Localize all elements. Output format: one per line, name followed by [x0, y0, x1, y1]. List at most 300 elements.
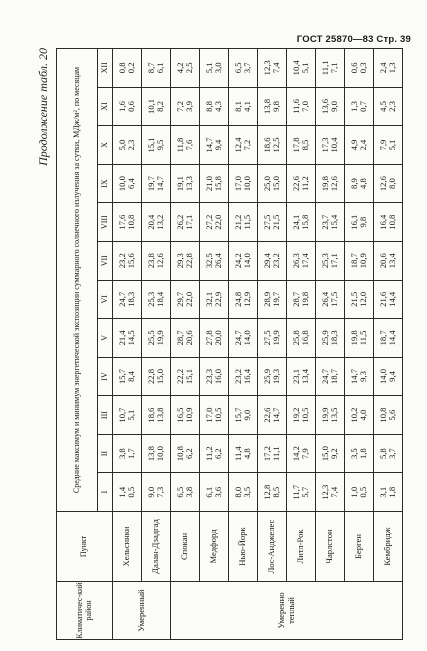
- max-value: 17,0: [232, 176, 243, 192]
- min-value: 3,6: [213, 486, 223, 498]
- max-value: 23,8: [145, 253, 156, 269]
- value-cell: [287, 126, 316, 165]
- value-cell: [316, 241, 345, 280]
- value-cell: [374, 434, 403, 473]
- min-value: 0,5: [126, 486, 136, 498]
- value-cell: [171, 126, 200, 165]
- min-value: 10,4: [329, 137, 339, 153]
- value-cell: [229, 126, 258, 165]
- min-value: 10,5: [300, 407, 310, 423]
- max-value: 1,6: [116, 101, 127, 112]
- max-value: 17,3: [319, 137, 330, 153]
- min-value: 16,8: [300, 330, 310, 346]
- max-value: 28,9: [261, 291, 272, 307]
- value-cell: [200, 241, 229, 280]
- value-cell: [374, 473, 403, 512]
- value-cell: [316, 280, 345, 319]
- value-cell: [142, 87, 171, 126]
- month-header: III: [98, 396, 113, 435]
- max-value: 21,0: [203, 176, 214, 192]
- value-cell: [171, 87, 200, 126]
- max-value: 8,9: [348, 178, 359, 189]
- max-value: 15,1: [145, 137, 156, 153]
- max-value: 16,5: [174, 407, 185, 423]
- min-value: 7,4: [329, 486, 339, 498]
- min-value: 8,2: [155, 101, 165, 112]
- value-cell: [287, 319, 316, 358]
- value-cell: [229, 319, 258, 358]
- min-value: 10,5: [213, 407, 223, 423]
- min-value: 9,2: [329, 448, 339, 460]
- max-value: 10,1: [145, 98, 156, 114]
- min-value: 7,9: [300, 448, 310, 460]
- max-value: 24,7: [232, 330, 243, 346]
- min-value: 7,6: [184, 139, 194, 151]
- value-cell: [200, 49, 229, 88]
- table-row: [200, 49, 229, 640]
- min-value: 7,3: [155, 486, 165, 498]
- value-cell: [345, 396, 374, 435]
- max-value: 11,7: [290, 484, 301, 500]
- min-value: 7,0: [300, 101, 310, 112]
- value-cell: [171, 434, 200, 473]
- month-header: VI: [98, 280, 113, 319]
- max-value: 19,1: [174, 176, 185, 192]
- value-cell: [287, 434, 316, 473]
- month-header: V: [98, 319, 113, 358]
- table-body: [113, 49, 403, 640]
- value-cell: [200, 203, 229, 242]
- max-value: 10,2: [348, 407, 359, 423]
- min-value: 12,0: [358, 291, 368, 307]
- max-value: 15,0: [319, 446, 330, 462]
- max-value: 25,3: [319, 253, 330, 269]
- value-cell: [200, 319, 229, 358]
- min-value: 2,4: [358, 139, 368, 151]
- value-cell: [374, 319, 403, 358]
- value-cell: [316, 319, 345, 358]
- min-value: 17,4: [300, 253, 310, 269]
- place-cell: Лос-Анджелес: [258, 512, 287, 582]
- min-value: 7,2: [242, 139, 252, 151]
- max-value: 23,3: [203, 368, 214, 384]
- value-cell: [287, 49, 316, 88]
- min-value: 0,5: [358, 486, 368, 498]
- value-cell: [287, 164, 316, 203]
- max-value: 6,1: [203, 486, 214, 498]
- value-cell: [229, 87, 258, 126]
- value-cell: [142, 49, 171, 88]
- value-cell: [316, 49, 345, 88]
- max-value: 11,2: [203, 446, 214, 461]
- min-value: 3,9: [184, 101, 194, 112]
- value-cell: [287, 396, 316, 435]
- min-value: 10,8: [126, 214, 136, 230]
- value-cell: [200, 396, 229, 435]
- max-value: 25,3: [145, 291, 156, 307]
- value-cell: [142, 126, 171, 165]
- max-value: 27,5: [261, 330, 272, 346]
- min-value: 14,7: [155, 176, 165, 192]
- min-value: 17,1: [329, 253, 339, 269]
- value-cell: [345, 126, 374, 165]
- min-value: 18,7: [329, 368, 339, 384]
- column-header-zone: Климатичес-кий район: [57, 582, 113, 640]
- min-value: 9,4: [387, 371, 397, 382]
- table-row: [171, 49, 200, 640]
- value-cell: [258, 164, 287, 203]
- min-value: 15,8: [300, 214, 310, 230]
- value-cell: [200, 87, 229, 126]
- place-cell: Далан-Дзадгад: [142, 512, 171, 582]
- max-value: 1,4: [116, 486, 127, 498]
- month-header: VII: [98, 241, 113, 280]
- max-value: 11,6: [290, 99, 301, 114]
- value-cell: [142, 319, 171, 358]
- max-value: 10,7: [116, 407, 127, 423]
- value-cell: [258, 357, 287, 396]
- min-value: 13,2: [155, 214, 165, 230]
- table-continuation-caption: Продолжение табл. 20: [36, 48, 50, 166]
- value-cell: [345, 203, 374, 242]
- min-value: 9,8: [358, 216, 368, 228]
- value-cell: [113, 87, 142, 126]
- value-cell: [200, 164, 229, 203]
- value-cell: [345, 164, 374, 203]
- value-cell: [171, 319, 200, 358]
- table-row: [345, 49, 374, 640]
- max-value: 22,2: [174, 368, 185, 384]
- min-value: 22,9: [213, 291, 223, 307]
- max-value: 23,2: [232, 368, 243, 384]
- max-value: 4,2: [174, 62, 185, 74]
- max-value: 12,3: [261, 60, 272, 76]
- table-row: [316, 49, 345, 640]
- min-value: 15,8: [213, 176, 223, 192]
- min-value: 9,5: [155, 139, 165, 151]
- min-value: 9,3: [358, 371, 368, 382]
- min-value: 15,6: [126, 253, 136, 269]
- max-value: 22,8: [145, 368, 156, 384]
- value-cell: [229, 473, 258, 512]
- value-cell: [229, 357, 258, 396]
- min-value: 15,0: [155, 368, 165, 384]
- column-header-place: Пункт: [57, 512, 113, 582]
- max-value: 25,8: [290, 330, 301, 346]
- value-cell: [374, 164, 403, 203]
- value-cell: [374, 241, 403, 280]
- min-value: 6,2: [213, 448, 223, 460]
- value-cell: [113, 319, 142, 358]
- min-value: 11,5: [358, 330, 368, 346]
- min-value: 5,1: [126, 409, 136, 421]
- max-value: 10,0: [116, 176, 127, 192]
- value-cell: [113, 49, 142, 88]
- max-value: 14,2: [290, 446, 301, 462]
- max-value: 17,8: [290, 137, 301, 153]
- max-value: 27,2: [203, 214, 214, 230]
- value-cell: [345, 280, 374, 319]
- value-cell: [258, 434, 287, 473]
- month-header: II: [98, 434, 113, 473]
- max-value: 17,6: [116, 214, 127, 230]
- value-cell: [345, 49, 374, 88]
- max-value: 0,6: [348, 62, 359, 74]
- max-value: 26,4: [319, 291, 330, 307]
- max-value: 22,6: [261, 407, 272, 423]
- max-value: 18,7: [348, 253, 359, 269]
- max-value: 3,8: [116, 448, 127, 460]
- min-value: 5,1: [387, 139, 397, 151]
- month-header: IX: [98, 164, 113, 203]
- min-value: 18,3: [126, 291, 136, 307]
- min-value: 12,6: [155, 253, 165, 269]
- max-value: 24,7: [116, 291, 127, 307]
- max-value: 13,8: [145, 446, 156, 462]
- value-cell: [113, 126, 142, 165]
- min-value: 7,4: [271, 62, 281, 74]
- max-value: 21,6: [377, 291, 388, 307]
- min-value: 8,5: [271, 486, 281, 498]
- min-value: 8,4: [126, 371, 136, 382]
- value-cell: [171, 357, 200, 396]
- value-cell: [287, 203, 316, 242]
- value-cell: [345, 87, 374, 126]
- max-value: 3,5: [348, 448, 359, 460]
- value-cell: [229, 280, 258, 319]
- min-value: 5,6: [387, 409, 397, 421]
- min-value: 12,5: [271, 137, 281, 153]
- value-cell: [316, 357, 345, 396]
- min-value: 14,4: [387, 330, 397, 346]
- value-cell: [229, 434, 258, 473]
- min-value: 12,9: [242, 291, 252, 307]
- min-value: 15,4: [329, 214, 339, 230]
- min-value: 2,3: [387, 101, 397, 112]
- min-value: 9,0: [242, 409, 252, 421]
- max-value: 4,5: [377, 101, 388, 112]
- max-value: 4,9: [348, 139, 359, 151]
- max-value: 0,8: [116, 62, 127, 74]
- max-value: 25,5: [145, 330, 156, 346]
- min-value: 1,8: [387, 486, 397, 498]
- place-cell: Хельсинки: [113, 512, 142, 582]
- max-value: 25,9: [261, 368, 272, 384]
- value-cell: [113, 280, 142, 319]
- min-value: 14,5: [126, 330, 136, 346]
- min-value: 19,7: [271, 291, 281, 307]
- value-cell: [316, 126, 345, 165]
- min-value: 8,5: [300, 139, 310, 151]
- value-cell: [374, 280, 403, 319]
- value-cell: [200, 126, 229, 165]
- min-value: 17,5: [329, 291, 339, 307]
- value-cell: [113, 164, 142, 203]
- min-value: 0,2: [126, 62, 136, 74]
- max-value: 7,9: [377, 139, 388, 151]
- value-cell: [171, 473, 200, 512]
- place-cell: Медфорд: [200, 512, 229, 582]
- value-cell: [229, 241, 258, 280]
- max-value: 24,7: [319, 368, 330, 384]
- value-cell: [200, 280, 229, 319]
- place-cell: Нью-Йорк: [229, 512, 258, 582]
- max-value: 10,8: [174, 446, 185, 462]
- max-value: 27,5: [261, 214, 272, 230]
- min-value: 14,7: [271, 407, 281, 423]
- min-value: 3,7: [387, 448, 397, 460]
- max-value: 13,6: [319, 98, 330, 114]
- min-value: 4,3: [213, 101, 223, 112]
- value-cell: [113, 357, 142, 396]
- climate-zone-cell: Умеренный: [113, 582, 171, 640]
- max-value: 5,1: [203, 62, 214, 74]
- rotated-table-block: [36, 48, 396, 640]
- max-value: 25,9: [319, 330, 330, 346]
- max-value: 26,2: [174, 214, 185, 230]
- max-value: 23,7: [319, 214, 330, 230]
- value-cell: [142, 241, 171, 280]
- min-value: 22,0: [184, 291, 194, 307]
- table-row: [258, 49, 287, 640]
- max-value: 8,8: [203, 101, 214, 112]
- value-cell: [316, 434, 345, 473]
- max-value: 20,6: [377, 253, 388, 269]
- max-value: 5,0: [116, 139, 127, 151]
- min-value: 2,5: [184, 62, 194, 74]
- value-cell: [171, 203, 200, 242]
- value-cell: [171, 164, 200, 203]
- max-value: 5,8: [377, 448, 388, 460]
- value-cell: [200, 473, 229, 512]
- max-value: 10,8: [377, 407, 388, 423]
- min-value: 19,9: [155, 330, 165, 346]
- max-value: 24,2: [232, 253, 243, 269]
- max-value: 29,4: [261, 253, 272, 269]
- max-value: 11,4: [232, 446, 243, 461]
- max-value: 29,3: [174, 253, 185, 269]
- climate-zone-cell: Умеренно теплый: [171, 582, 403, 640]
- max-value: 23,1: [290, 368, 301, 384]
- value-cell: [229, 49, 258, 88]
- max-value: 1,0: [348, 486, 359, 498]
- value-cell: [200, 434, 229, 473]
- value-cell: [258, 49, 287, 88]
- value-cell: [316, 164, 345, 203]
- max-value: 11,1: [319, 60, 330, 76]
- min-value: 10,9: [358, 253, 368, 269]
- value-cell: [171, 241, 200, 280]
- min-value: 22,0: [213, 214, 223, 230]
- min-value: 15,0: [271, 176, 281, 192]
- max-value: 19,8: [319, 176, 330, 192]
- value-cell: [374, 357, 403, 396]
- value-cell: [345, 434, 374, 473]
- min-value: 20,0: [213, 330, 223, 346]
- month-header: XI: [98, 87, 113, 126]
- value-cell: [374, 203, 403, 242]
- max-value: 17,0: [203, 407, 214, 423]
- min-value: 26,4: [213, 253, 223, 269]
- min-value: 13,3: [184, 176, 194, 192]
- min-value: 18,4: [155, 291, 165, 307]
- value-cell: [287, 241, 316, 280]
- value-cell: [142, 203, 171, 242]
- max-value: 18,6: [145, 407, 156, 423]
- min-value: 23,2: [271, 253, 281, 269]
- value-cell: [345, 473, 374, 512]
- max-value: 6,5: [232, 62, 243, 74]
- max-value: 14,7: [203, 137, 214, 153]
- min-value: 4,0: [358, 409, 368, 421]
- value-cell: [142, 434, 171, 473]
- max-value: 2,4: [377, 62, 388, 74]
- max-value: 14,7: [348, 368, 359, 384]
- place-cell: Спокан: [171, 512, 200, 582]
- value-cell: [142, 164, 171, 203]
- min-value: 9,0: [329, 101, 339, 112]
- max-value: 12,4: [232, 137, 243, 153]
- value-cell: [113, 473, 142, 512]
- min-value: 16,0: [213, 368, 223, 384]
- page-header: ГОСТ 25870—83 Стр. 39: [296, 34, 411, 45]
- min-value: 10,8: [387, 214, 397, 230]
- max-value: 27,8: [203, 330, 214, 346]
- max-value: 1,3: [348, 101, 359, 112]
- value-cell: [316, 396, 345, 435]
- max-value: 16,1: [348, 214, 359, 230]
- max-value: 8,1: [232, 101, 243, 112]
- max-value: 9,0: [145, 486, 156, 498]
- min-value: 15,1: [184, 368, 194, 384]
- min-value: 4,8: [358, 178, 368, 189]
- min-value: 17,1: [184, 214, 194, 230]
- max-value: 29,7: [174, 291, 185, 307]
- min-value: 14,0: [242, 253, 252, 269]
- min-value: 5,1: [300, 62, 310, 74]
- min-value: 3,7: [242, 62, 252, 74]
- min-value: 1,7: [126, 448, 136, 460]
- value-cell: [229, 164, 258, 203]
- max-value: 24,8: [232, 291, 243, 307]
- max-value: 12,8: [261, 484, 272, 500]
- max-value: 23,2: [116, 253, 127, 269]
- min-value: 12,6: [329, 176, 339, 192]
- max-value: 21,2: [232, 214, 243, 230]
- column-header-supergroup: Средние максимум и минимум энергетической экспозиции суммарного солнечного излучения за сутки, МДж/м², по месяцам: [57, 49, 98, 512]
- month-header: XII: [98, 49, 113, 88]
- max-value: 14,0: [377, 368, 388, 384]
- value-cell: [113, 203, 142, 242]
- value-cell: [171, 280, 200, 319]
- min-value: 2,3: [126, 139, 136, 151]
- value-cell: [258, 319, 287, 358]
- min-value: 1,8: [358, 448, 368, 460]
- value-cell: [258, 241, 287, 280]
- value-cell: [258, 87, 287, 126]
- value-cell: [113, 396, 142, 435]
- max-value: 11,8: [174, 137, 185, 153]
- value-cell: [374, 126, 403, 165]
- max-value: 19,9: [319, 407, 330, 423]
- min-value: 11,5: [242, 214, 252, 230]
- max-value: 28,7: [290, 291, 301, 307]
- value-cell: [258, 126, 287, 165]
- max-value: 19,2: [290, 407, 301, 423]
- value-cell: [374, 49, 403, 88]
- min-value: 11,1: [271, 446, 281, 461]
- min-value: 19,9: [271, 330, 281, 346]
